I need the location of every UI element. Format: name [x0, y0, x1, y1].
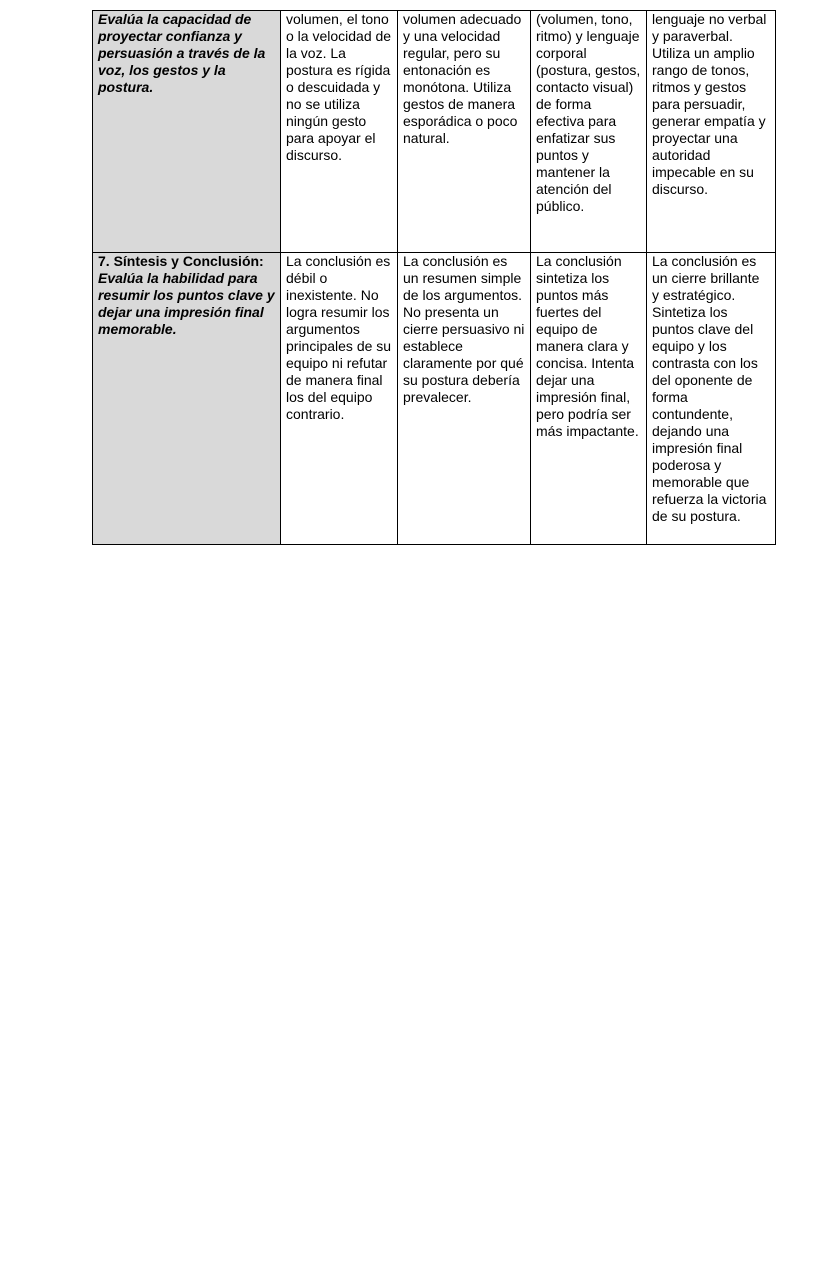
- level-cell: volumen, el tono o la velocidad de la voz. La postura es rígida o descuidada y no se utiliza ningún gesto para apoyar el discurso.: [281, 11, 398, 253]
- criterion-cell: [93, 253, 281, 545]
- level-cell: lenguaje no verbal y paraverbal. Utiliza un amplio rango de tonos, ritmos y gestos para persuadir, generar empatía y proyectar una autoridad impecable en su discurso.: [647, 11, 776, 253]
- table-row: [93, 253, 776, 545]
- level-cell: La conclusión es un cierre brillante y estratégico. Sintetiza los puntos clave del equipo y los contrasta con los del oponente de forma contundente, dejando una impresión final poderosa y memorable que refuerza la victoria de su postura.: [647, 253, 776, 545]
- criterion-title: 7. Síntesis y Conclusión:: [98, 253, 264, 269]
- criterion-cell: [93, 11, 281, 253]
- criterion-description: Evalúa la capacidad de proyectar confianza y persuasión a través de la voz, los gestos y la postura.: [98, 11, 266, 95]
- level-cell: volumen adecuado y una velocidad regular, pero su entonación es monótona. Utiliza gestos de manera esporádica o poco natural.: [398, 11, 531, 253]
- level-cell: La conclusión sintetiza los puntos más fuertes del equipo de manera clara y concisa. Intenta dejar una impresión final, pero podría ser más impactante.: [531, 253, 647, 545]
- criterion-description: Evalúa la habilidad para resumir los puntos clave y dejar una impresión final memorable.: [98, 270, 275, 337]
- level-cell: (volumen, tono, ritmo) y lenguaje corporal (postura, gestos, contacto visual) de forma efectiva para enfatizar sus puntos y mantener la atención del público.: [531, 11, 647, 253]
- level-cell: La conclusión es un resumen simple de los argumentos. No presenta un cierre persuasivo ni establece claramente por qué su postura debería prevalecer.: [398, 253, 531, 545]
- rubric-table: [92, 10, 776, 545]
- table-row: [93, 11, 776, 253]
- level-cell: La conclusión es débil o inexistente. No logra resumir los argumentos principales de su equipo ni refutar de manera final los del equipo contrario.: [281, 253, 398, 545]
